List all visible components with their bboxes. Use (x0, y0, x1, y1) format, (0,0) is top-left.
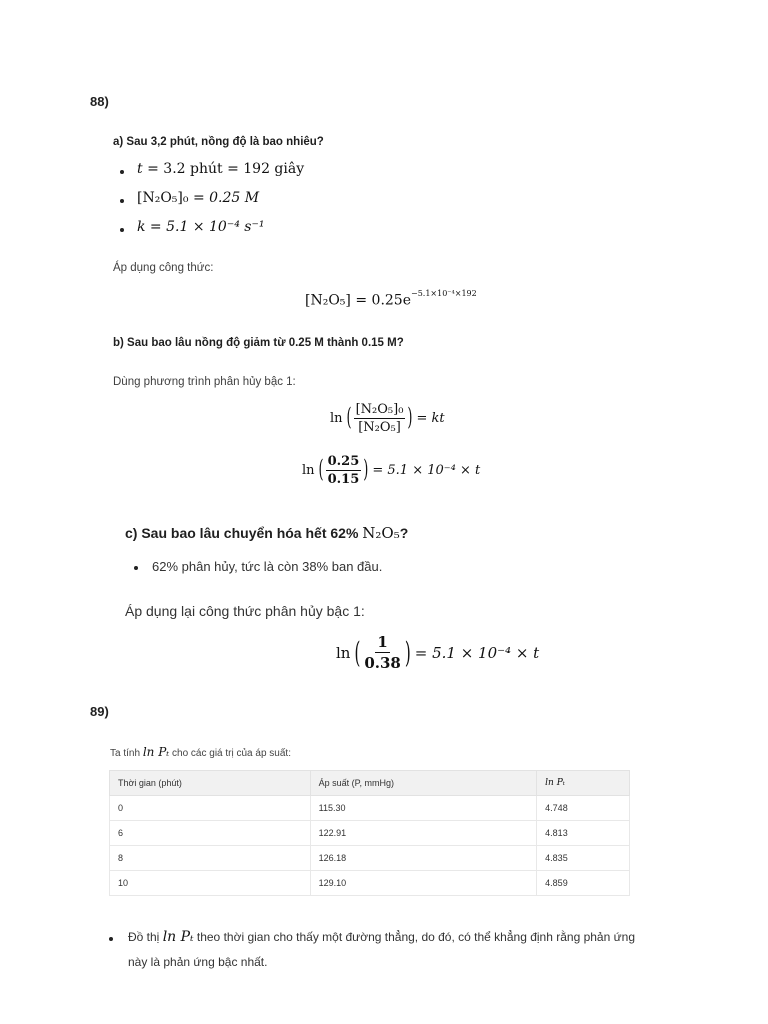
given-conc-rhs: 0.25 M (209, 190, 260, 206)
table-header-row (110, 771, 630, 796)
eq2-rhs: = 5.1 × 10⁻⁴ × t (372, 463, 481, 478)
eq2-ln: ln (302, 463, 315, 478)
table-cell: 6 (110, 821, 311, 846)
bullet-dot (120, 170, 124, 174)
table-cell: 126.18 (310, 846, 537, 871)
part-a-question: a) Sau 3,2 phút, nồng độ là bao nhiêu? (113, 136, 324, 148)
problem-89-number: 89) (90, 704, 109, 719)
eq1-numerator: [N₂O₅]₀ (355, 402, 404, 417)
part-b-question: b) Sau bao lâu nồng độ giảm từ 0.25 M thành 0.15 M? (113, 337, 404, 349)
table-header: Thời gian (phút) (110, 771, 311, 796)
table-row (110, 796, 630, 821)
table-row (110, 821, 630, 846)
given-k-lhs: k (137, 219, 146, 235)
table-cell: 0 (110, 796, 311, 821)
eq3-numerator: 1 (377, 633, 388, 651)
part-c-apply-text: Áp dụng lại công thức phân hủy bậc 1: (125, 603, 365, 619)
eq3-rhs: = 5.1 × 10⁻⁴ × t (414, 643, 540, 662)
part-c-question-text: c) Sau bao lâu chuyển hóa hết 62% (125, 525, 359, 541)
given-time-rhs: 3.2 phút = 192 giây (163, 161, 305, 177)
part-b-equation-1: ln ( $\frac{\text{[N₂O₅]₀}}{\text{[N₂O₅]}}$ ) = kt (330, 402, 445, 435)
bullet-dot (120, 228, 124, 232)
formula-lhs: [N₂O₅] (305, 292, 351, 309)
part-c-bullet-text: 62% phân hủy, tức là còn 38% ban đầu. (152, 559, 383, 574)
table-cell: 4.859 (537, 871, 630, 896)
formula-coefficient: 0.25e (371, 292, 411, 309)
conclusion-text: theo thời gian cho thấy một đường thẳng, do đó, có thể khẳng định rằng phản ứng (196, 930, 635, 944)
table-cell: 4.748 (537, 796, 630, 821)
intro-prefix: Ta tính (110, 748, 141, 759)
part-b-equation-2: ln ( $\frac{0.25}{0.15}$ ) = 5.1 × 10⁻⁴ × t (302, 454, 481, 487)
eq3-denominator: 0.38 (364, 654, 401, 672)
part-c-question (125, 524, 408, 542)
given-conc-lhs: [N₂O₅]₀ (137, 190, 189, 206)
formula-exponent: −5.1×10⁻⁴×192 (411, 289, 477, 298)
table-cell: 8 (110, 846, 311, 871)
part-a-formula: $[N_2O_5] = 0.25e^{-5.1\times 10^{-4}\times 192}$ (305, 289, 477, 309)
eq3-ln: ln (336, 643, 351, 662)
bullet-dot (109, 937, 113, 941)
given-rate-constant: k = 5.1 × 10⁻⁴ s⁻¹ (137, 219, 265, 235)
table-cell: 122.91 (310, 821, 537, 846)
eq1-denominator: [N₂O₅] (358, 420, 401, 435)
part-a-apply-text: Áp dụng công thức: (113, 262, 214, 274)
problem-89-intro (110, 745, 291, 759)
eq2-denominator: 0.15 (327, 472, 360, 487)
table-cell: 115.30 (310, 796, 537, 821)
bullet-dot (120, 199, 124, 203)
part-c-question-formula: N₂O₅ (362, 524, 400, 542)
table-header: ln Pₜ (537, 771, 630, 796)
conclusion-formula: ln Pₜ (162, 929, 194, 945)
problem-89-conclusion-line1 (128, 929, 635, 945)
table-row (110, 846, 630, 871)
table-cell: 129.10 (310, 871, 537, 896)
given-initial-concentration: [N₂O₅]₀ = 0.25 M (137, 190, 260, 206)
intro-suffix: cho các giá trị của áp suất: (172, 748, 291, 759)
table-cell: 10 (110, 871, 311, 896)
eq1-ln: ln (330, 411, 343, 426)
table-row (110, 871, 630, 896)
table-cell: 4.835 (537, 846, 630, 871)
given-k-rhs: 5.1 × 10⁻⁴ s⁻¹ (166, 219, 265, 235)
given-time: t = 3.2 phút = 192 giây (137, 161, 305, 177)
given-time-lhs: t (137, 161, 143, 177)
conclusion-prefix: Đồ thị (128, 930, 160, 944)
eq1-rhs: = kt (416, 411, 445, 426)
eq2-numerator: 0.25 (327, 454, 360, 469)
table-header: Áp suất (P, mmHg) (310, 771, 537, 796)
intro-formula: ln Pₜ (142, 745, 170, 759)
problem-89-conclusion-line2: này là phản ứng bậc nhất. (128, 955, 268, 969)
part-c-question-mark: ? (399, 525, 409, 541)
bullet-dot (134, 566, 138, 570)
pressure-table (109, 770, 630, 896)
part-c-equation: ln ( $\frac{1}{0.38}$ ) = 5.1 × 10⁻⁴ × t (336, 633, 540, 672)
problem-88-number: 88) (90, 94, 109, 109)
table-cell: 4.813 (537, 821, 630, 846)
part-b-intro: Dùng phương trình phân hủy bậc 1: (113, 376, 296, 388)
